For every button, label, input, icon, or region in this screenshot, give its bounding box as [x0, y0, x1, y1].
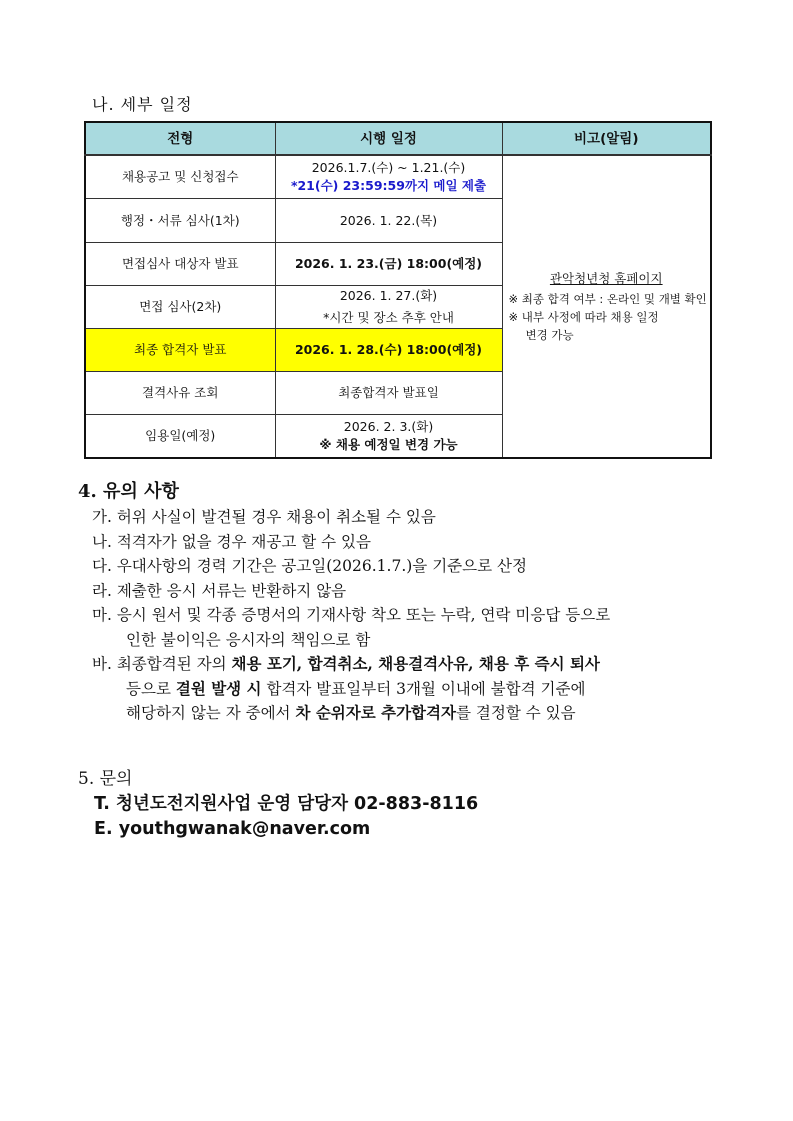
- contact-email: E. youthgwanak@naver.com: [94, 819, 371, 839]
- table-row: [85, 155, 711, 199]
- stage-cell: 최종 합격자 발표: [85, 329, 275, 372]
- remark-line: 변경 가능: [525, 327, 574, 342]
- section-4-title: 4. 유의 사항: [78, 481, 179, 502]
- date-cell: [275, 155, 502, 199]
- stage-cell: 행정・서류 심사(1차): [85, 199, 275, 243]
- note-text: 합격자 발표일부터 3개월 이내에 불합격 기준에: [261, 679, 586, 698]
- note-item: 다. 우대사항의 경력 기간은 공고일(2026.1.7.)을 기준으로 산정: [92, 557, 527, 575]
- note-item-continued: [92, 701, 610, 726]
- stage-cell: 결격사유 조회: [85, 372, 275, 415]
- date-note: *21(수) 23:59:59까지 메일 제출: [290, 178, 487, 193]
- header-remark: 비고(알림): [502, 122, 711, 155]
- remark-line: ※ 최종 합격 여부 : 온라인 및 개별 확인: [508, 291, 707, 306]
- note-item: 나. 적격자가 없을 경우 재공고 할 수 있음: [92, 532, 371, 551]
- date-text: 2026.1.7.(수) ~ 1.21.(수): [311, 160, 466, 175]
- schedule-table: [84, 121, 712, 459]
- date-text: 2026. 2. 3.(화): [343, 419, 434, 434]
- note-emphasis: 차 순위자로 추가합격자: [295, 703, 456, 722]
- section-5-title: 5. 문의: [78, 769, 133, 789]
- note-text: 를 결정할 수 있음: [455, 704, 576, 722]
- date-cell: 최종합격자 발표일: [275, 372, 502, 415]
- remark-cell: [502, 155, 711, 458]
- note-item: [92, 652, 610, 677]
- date-note: *시간 및 장소 추후 안내: [323, 310, 454, 325]
- table-header-row: [85, 122, 711, 155]
- contact-phone: T. 청년도전지원사업 운영 담당자 02-883-8116: [94, 794, 479, 814]
- date-cell: 2026. 1. 22.(목): [275, 199, 502, 243]
- date-cell: [275, 286, 502, 329]
- remark-line: ※ 내부 사정에 따라 채용 일정: [508, 309, 659, 324]
- stage-cell: 임용일(예정): [85, 415, 275, 459]
- note-text: 해당하지 않는 자 중에서: [126, 704, 296, 722]
- header-stage: 전형: [85, 122, 275, 155]
- note-emphasis: 결원 발생 시: [175, 678, 262, 698]
- date-cell: 2026. 1. 23.(금) 18:00(예정): [275, 243, 502, 286]
- date-cell: [275, 415, 502, 459]
- note-item-continued: 인한 불이익은 응시자의 책임으로 함: [126, 630, 371, 649]
- note-text: 바. 최종합격된 자의: [92, 655, 232, 673]
- notes-list: [92, 505, 610, 726]
- note-item: 마. 응시 원서 및 각종 증명서의 기재사항 착오 또는 누락, 연락 미응답 등으로: [92, 606, 611, 624]
- stage-cell: 면접 심사(2차): [85, 286, 275, 329]
- header-date: 시행 일정: [275, 122, 502, 155]
- stage-cell: 채용공고 및 신청접수: [85, 155, 275, 199]
- stage-cell: 면접심사 대상자 발표: [85, 243, 275, 286]
- schedule-subtitle: 나. 세부 일정: [92, 95, 193, 114]
- remark-title: 관악청년청 홈페이지: [549, 270, 663, 286]
- note-text: 등으로: [126, 679, 176, 698]
- note-item-continued: [92, 677, 610, 702]
- date-note: ※ 채용 예정일 변경 가능: [319, 437, 458, 452]
- date-text: 2026. 1. 27.(화): [339, 288, 438, 303]
- note-emphasis: 채용 포기, 합격취소, 채용결격사유, 채용 후 즉시 퇴사: [231, 654, 600, 673]
- note-item: 가. 허위 사실이 발견될 경우 채용이 취소될 수 있음: [92, 508, 436, 526]
- date-cell: 2026. 1. 28.(수) 18:00(예정): [275, 329, 502, 372]
- note-item: 라. 제출한 응시 서류는 반환하지 않음: [92, 581, 347, 600]
